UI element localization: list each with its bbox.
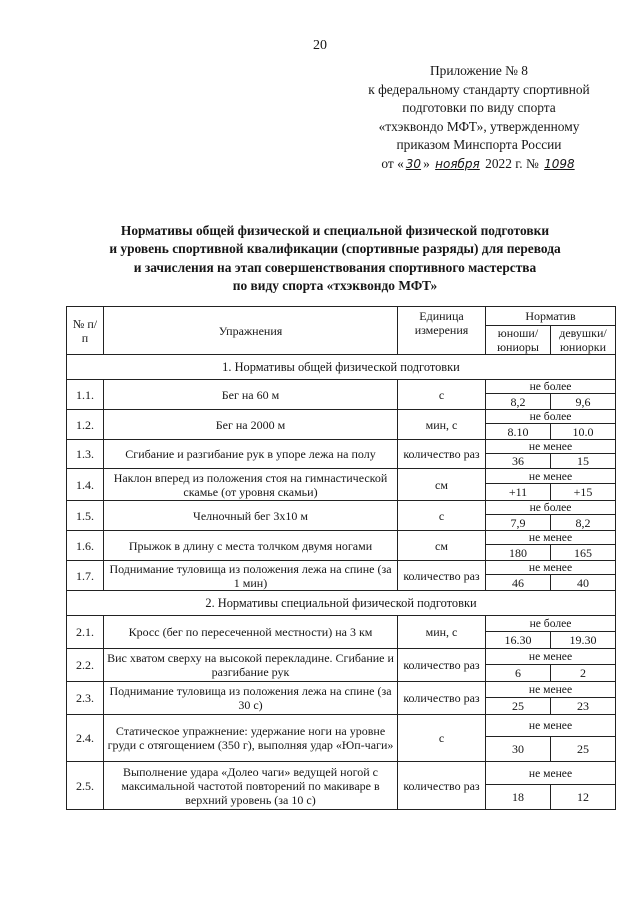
value-girls: 165 — [551, 545, 616, 561]
table-row — [67, 682, 616, 698]
value-boys: 36 — [486, 454, 551, 469]
table-row — [67, 380, 616, 394]
table-row — [67, 561, 616, 575]
header-num: № п/п — [67, 307, 104, 355]
heading-line: Нормативы общей физической и специальной физической подготовки — [120, 223, 550, 238]
row-unit: мин, с — [398, 616, 486, 649]
row-condition: не менее — [486, 715, 616, 737]
value-boys: 6 — [486, 665, 551, 682]
row-exercise: Бег на 2000 м — [104, 410, 398, 440]
row-unit: количество раз — [398, 762, 486, 810]
value-girls: 8,2 — [551, 515, 616, 531]
value-girls: 40 — [551, 575, 616, 591]
row-exercise: Наклон вперед из положения стоя на гимнастической скамье (от уровня скамьи) — [104, 469, 398, 501]
row-condition: не менее — [486, 440, 616, 454]
row-number: 2.5. — [67, 762, 104, 810]
value-girls: +15 — [551, 484, 616, 501]
table-row — [67, 616, 616, 632]
value-boys: 8,2 — [486, 394, 551, 410]
row-exercise: Поднимание туловища из положения лежа на спине (за 1 мин) — [104, 561, 398, 591]
row-exercise: Кросс (бег по пересеченной местности) на 3 км — [104, 616, 398, 649]
section-title: 1. Нормативы общей физической подготовки — [67, 355, 616, 380]
document-heading — [70, 222, 600, 295]
handwritten-order-number: 1098 — [544, 156, 575, 171]
heading-line: и уровень спортивной квалификации (спортивные разряды) для перевода — [109, 241, 561, 257]
row-number: 1.6. — [67, 531, 104, 561]
value-girls: 2 — [551, 665, 616, 682]
value-girls: 15 — [551, 454, 616, 469]
row-number: 2.2. — [67, 649, 104, 682]
row-unit: количество раз — [398, 682, 486, 715]
row-condition: не менее — [486, 561, 616, 575]
value-girls: 12 — [551, 785, 616, 810]
row-exercise: Статическое упражнение: удержание ноги на уровне груди с отягощением (350 г), выполняя удар «Юп-чаги» — [104, 715, 398, 762]
value-girls: 10.0 — [551, 424, 616, 440]
row-number: 1.5. — [67, 501, 104, 531]
row-unit: с — [398, 380, 486, 410]
value-boys: +11 — [486, 484, 551, 501]
row-condition: не менее — [486, 469, 616, 484]
section-title: 2. Нормативы специальной физической подготовки — [67, 591, 616, 616]
value-boys: 8.10 — [486, 424, 551, 440]
value-boys: 46 — [486, 575, 551, 591]
row-unit: см — [398, 531, 486, 561]
header-exercise: Упражнения — [104, 307, 398, 355]
norms-table — [66, 306, 616, 810]
value-boys: 7,9 — [486, 515, 551, 531]
row-condition: не более — [486, 380, 616, 394]
row-number: 2.1. — [67, 616, 104, 649]
heading-line: по виду спорта «тхэквондо МФТ» — [232, 277, 438, 293]
appendix-date-line — [340, 155, 618, 174]
row-exercise: Вис хватом сверху на высокой перекладине. Сгибание и разгибание рук — [104, 649, 398, 682]
handwritten-month: ноября — [435, 156, 480, 171]
row-unit: мин, с — [398, 410, 486, 440]
row-condition: не более — [486, 501, 616, 515]
table-row — [67, 501, 616, 515]
row-number: 1.1. — [67, 380, 104, 410]
row-unit: с — [398, 501, 486, 531]
value-boys: 16.30 — [486, 632, 551, 649]
row-number: 1.3. — [67, 440, 104, 469]
section-row — [67, 591, 616, 616]
appendix-line: подготовки по виду спорта — [402, 100, 556, 116]
row-number: 1.4. — [67, 469, 104, 501]
heading-line: и зачисления на этап совершенствования спортивного мастерства — [133, 259, 537, 275]
value-boys: 25 — [486, 698, 551, 715]
header-boys: юноши/ юниоры — [486, 326, 551, 355]
header-girls: девушки/ юниорки — [551, 326, 616, 355]
date-mid: » — [423, 155, 430, 171]
row-number: 1.7. — [67, 561, 104, 591]
row-exercise: Бег на 60 м — [104, 380, 398, 410]
header-norm: Норматив — [486, 307, 616, 326]
row-number: 2.4. — [67, 715, 104, 762]
value-girls: 9,6 — [551, 394, 616, 410]
row-exercise: Челночный бег 3х10 м — [104, 501, 398, 531]
appendix-title: Приложение № 8 — [429, 63, 529, 78]
table-row — [67, 469, 616, 484]
row-exercise: Выполнение удара «Долео чаги» ведущей ногой с максимальной частотой повторений по макиваре в верхний уровень (за 10 с) — [104, 762, 398, 810]
row-unit: количество раз — [398, 440, 486, 469]
value-boys: 30 — [486, 737, 551, 762]
row-unit: см — [398, 469, 486, 501]
row-exercise: Поднимание туловища из положения лежа на спине (за 30 с) — [104, 682, 398, 715]
header-unit: Единица измерения — [398, 307, 486, 355]
date-year: 2022 г. № — [485, 155, 539, 171]
row-condition: не менее — [486, 762, 616, 785]
row-exercise: Сгибание и разгибание рук в упоре лежа на полу — [104, 440, 398, 469]
appendix-line: к федеральному стандарту спортивной — [368, 81, 590, 97]
table-row — [67, 649, 616, 665]
row-condition: не менее — [486, 649, 616, 665]
value-boys: 18 — [486, 785, 551, 810]
page-number: 20 — [313, 38, 327, 53]
row-unit: с — [398, 715, 486, 762]
row-number: 1.2. — [67, 410, 104, 440]
table-row — [67, 762, 616, 785]
row-condition: не менее — [486, 682, 616, 698]
table-row — [67, 440, 616, 454]
row-unit: количество раз — [398, 649, 486, 682]
appendix-block — [340, 62, 618, 174]
value-girls: 25 — [551, 737, 616, 762]
date-prefix: от « — [381, 155, 404, 171]
value-girls: 23 — [551, 698, 616, 715]
row-condition: не более — [486, 410, 616, 424]
appendix-line: «тхэквондо МФТ», утвержденному — [378, 118, 580, 134]
row-number: 2.3. — [67, 682, 104, 715]
table-row — [67, 410, 616, 424]
handwritten-day: 30 — [405, 156, 422, 171]
row-condition: не менее — [486, 531, 616, 545]
row-condition: не более — [486, 616, 616, 632]
table-row — [67, 531, 616, 545]
table-row — [67, 715, 616, 737]
section-row — [67, 355, 616, 380]
value-boys: 180 — [486, 545, 551, 561]
value-girls: 19.30 — [551, 632, 616, 649]
appendix-line: приказом Минспорта России — [396, 137, 562, 153]
row-exercise: Прыжок в длину с места толчком двумя ногами — [104, 531, 398, 561]
row-unit: количество раз — [398, 561, 486, 591]
